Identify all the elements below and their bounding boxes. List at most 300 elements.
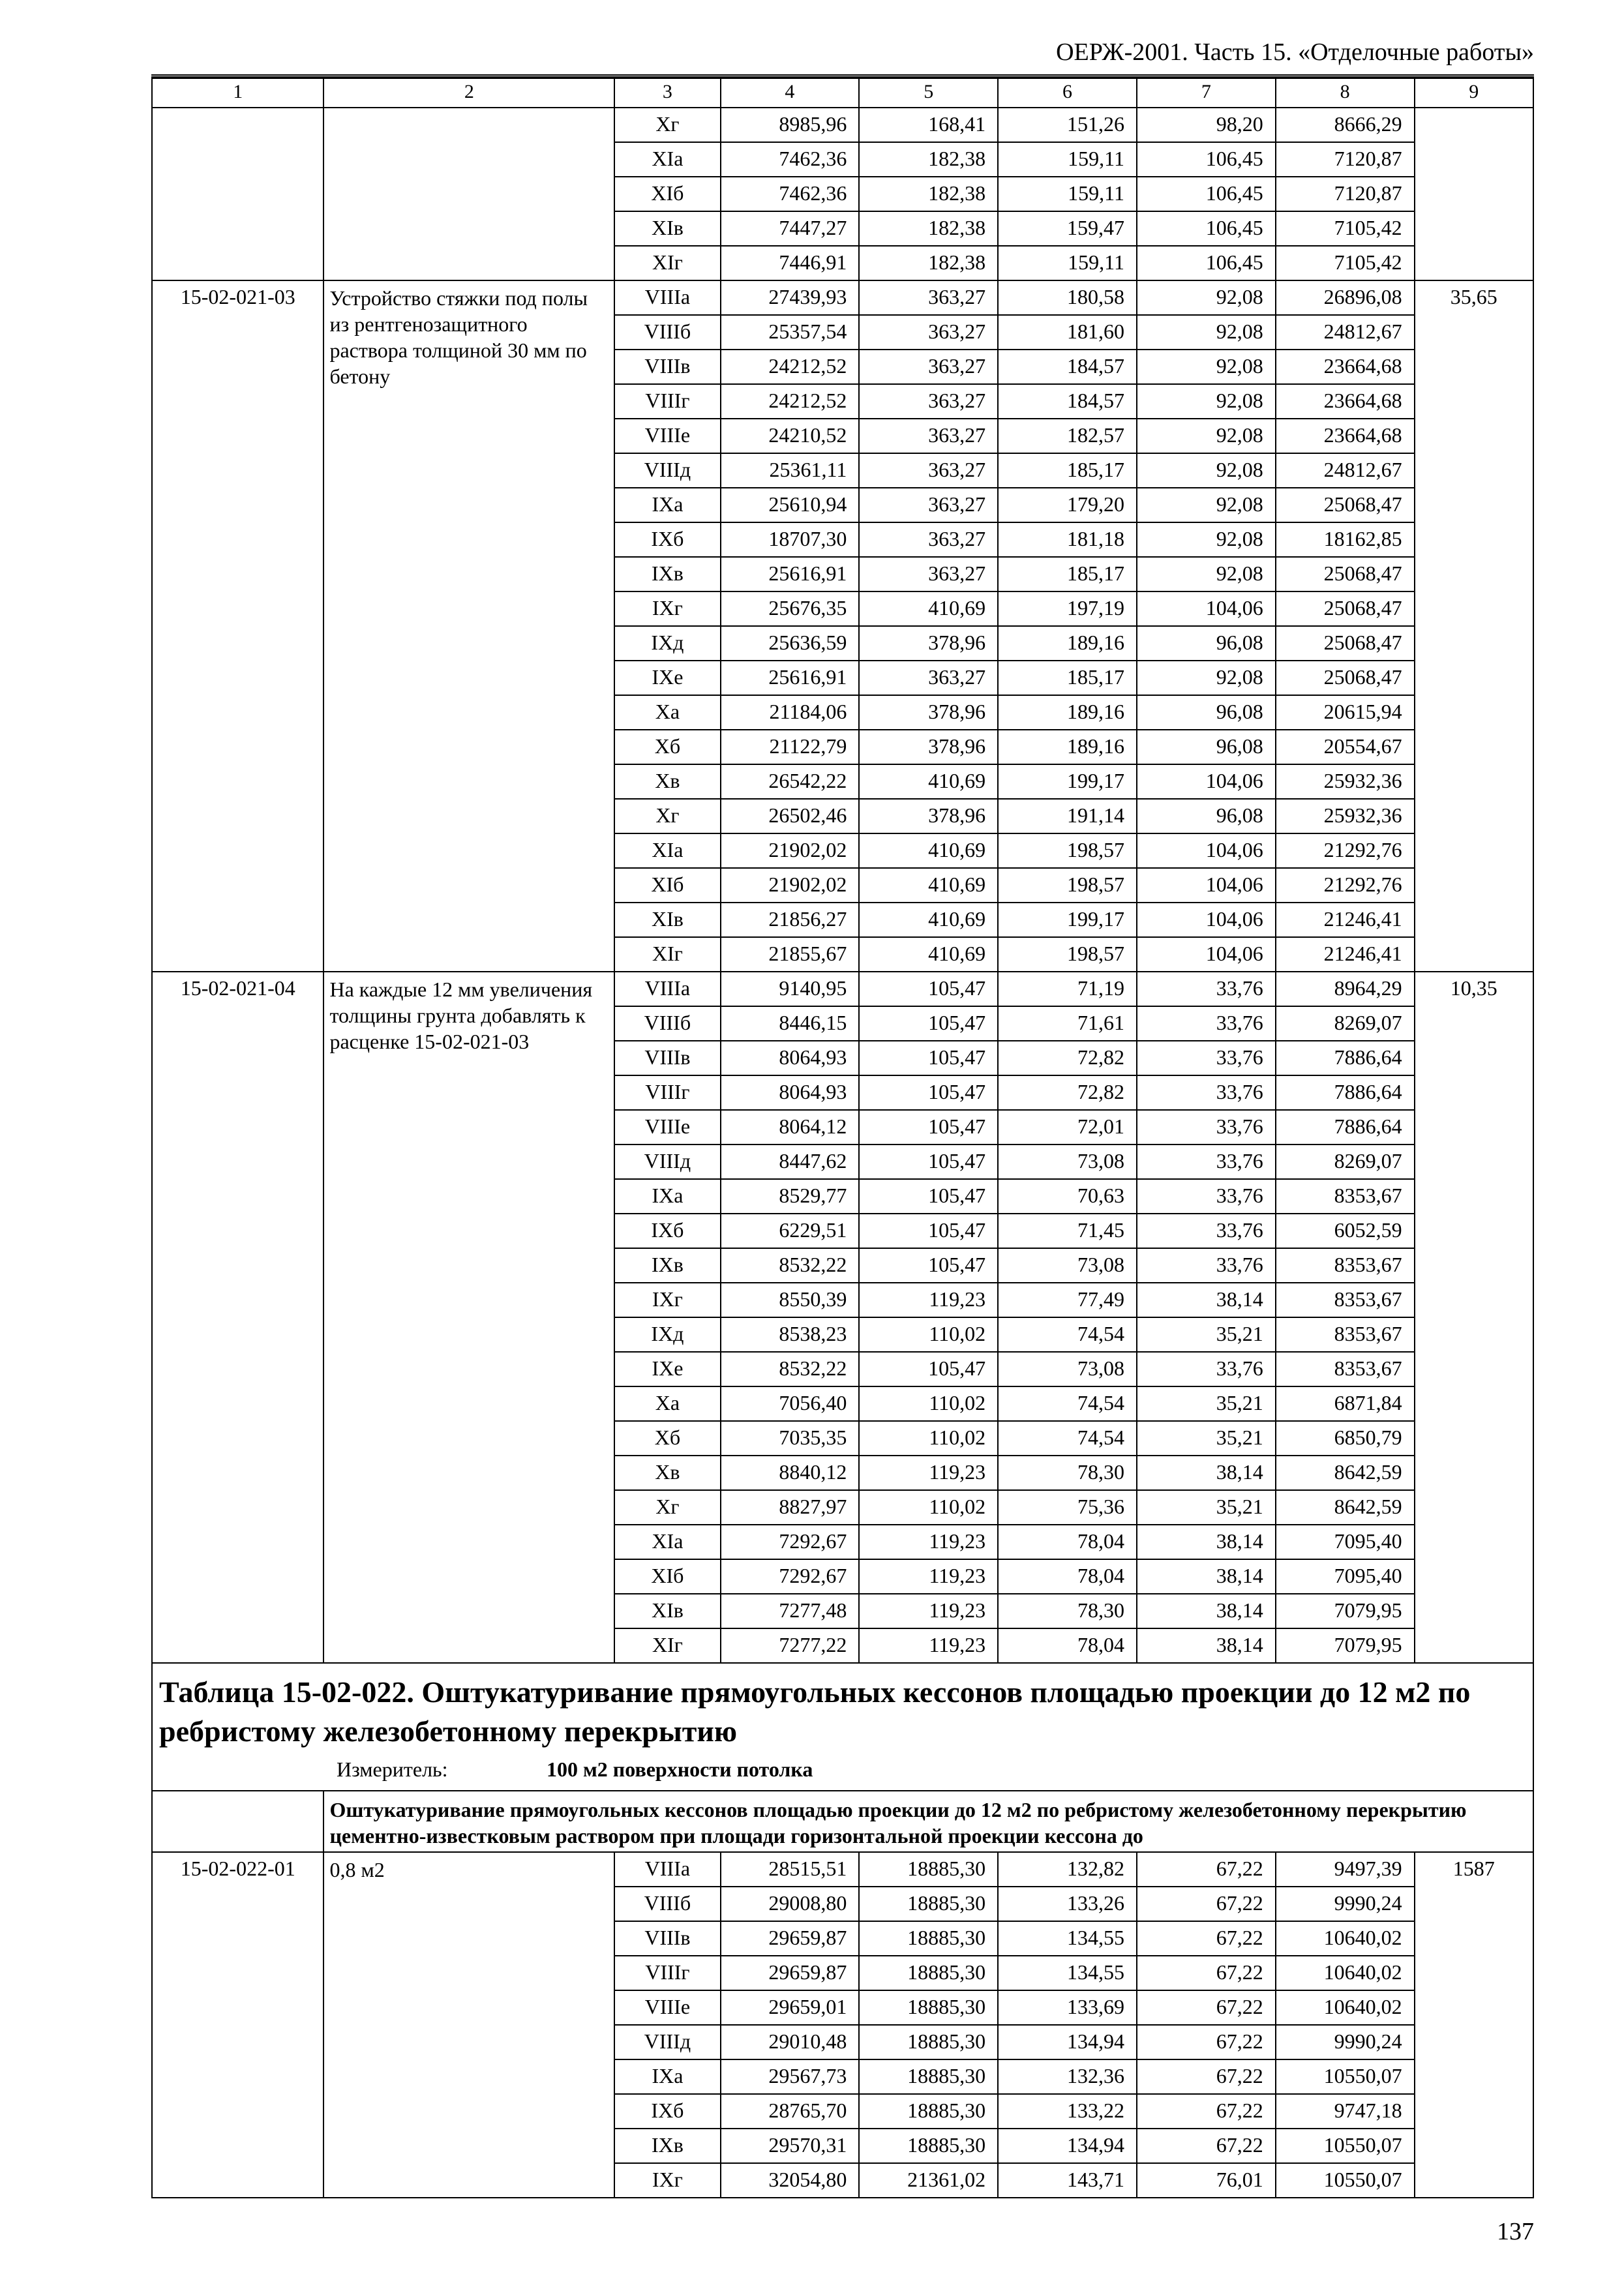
machine-cost-cell: 184,57 bbox=[998, 350, 1137, 384]
operator-wage-cell: 92,08 bbox=[1137, 419, 1276, 453]
operator-wage-cell: 67,22 bbox=[1137, 1852, 1276, 1887]
total-cost-cell: 25636,59 bbox=[721, 626, 860, 661]
zone-cell: VIIIб bbox=[614, 1006, 720, 1041]
total-cost-cell: 8446,15 bbox=[721, 1006, 860, 1041]
operator-wage-cell: 92,08 bbox=[1137, 522, 1276, 557]
machine-cost-cell: 189,16 bbox=[998, 730, 1137, 764]
machine-cost-cell: 72,01 bbox=[998, 1110, 1137, 1144]
zone-cell: VIIIд bbox=[614, 453, 720, 488]
operator-wage-cell: 33,76 bbox=[1137, 1352, 1276, 1386]
zone-cell: Xг bbox=[614, 1490, 720, 1525]
materials-cost-cell: 7105,42 bbox=[1276, 246, 1415, 280]
materials-cost-cell: 8642,59 bbox=[1276, 1490, 1415, 1525]
machine-cost-cell: 134,55 bbox=[998, 1921, 1137, 1956]
zone-cell: IXг bbox=[614, 591, 720, 626]
labor-cost-cell: 18885,30 bbox=[859, 1852, 998, 1887]
labor-cost-cell: 105,47 bbox=[859, 1248, 998, 1283]
labor-cost-cell: 378,96 bbox=[859, 730, 998, 764]
zone-cell: VIIIб bbox=[614, 1887, 720, 1921]
materials-cost-cell: 21292,76 bbox=[1276, 833, 1415, 868]
operator-wage-cell: 92,08 bbox=[1137, 384, 1276, 419]
total-cost-cell: 29659,01 bbox=[721, 1990, 860, 2025]
zone-cell: XIв bbox=[614, 903, 720, 937]
machine-cost-cell: 71,61 bbox=[998, 1006, 1137, 1041]
total-cost-cell: 26542,22 bbox=[721, 764, 860, 799]
labor-cost-cell: 18885,30 bbox=[859, 1921, 998, 1956]
labor-cost-cell: 410,69 bbox=[859, 591, 998, 626]
machine-cost-cell: 132,82 bbox=[998, 1852, 1137, 1887]
materials-cost-cell: 6850,79 bbox=[1276, 1421, 1415, 1456]
operator-wage-cell: 33,76 bbox=[1137, 1110, 1276, 1144]
operator-wage-cell: 104,06 bbox=[1137, 833, 1276, 868]
group-description: Оштукатуривание прямоугольных кессонов площадью проекции до 12 м2 по ребристому железобетонному перекрытию цементно-известковым раствором при площади горизонтальной проекции кессона до bbox=[323, 1791, 1533, 1852]
operator-wage-cell: 67,22 bbox=[1137, 1956, 1276, 1990]
col-header: 6 bbox=[998, 78, 1137, 108]
col-header: 7 bbox=[1137, 78, 1276, 108]
group-description-row bbox=[152, 1791, 1533, 1852]
machine-cost-cell: 189,16 bbox=[998, 626, 1137, 661]
materials-cost-cell: 7095,40 bbox=[1276, 1559, 1415, 1594]
labor-cost-cell: 110,02 bbox=[859, 1490, 998, 1525]
labor-cost-cell: 182,38 bbox=[859, 246, 998, 280]
machine-cost-cell: 78,04 bbox=[998, 1525, 1137, 1559]
total-cost-cell: 21902,02 bbox=[721, 868, 860, 903]
zone-cell: XIг bbox=[614, 1628, 720, 1663]
operator-wage-cell: 96,08 bbox=[1137, 730, 1276, 764]
labor-cost-cell: 18885,30 bbox=[859, 2025, 998, 2059]
materials-cost-cell: 10550,07 bbox=[1276, 2129, 1415, 2163]
materials-cost-cell: 10640,02 bbox=[1276, 1990, 1415, 2025]
col-header: 2 bbox=[323, 78, 614, 108]
zone-cell: IXа bbox=[614, 488, 720, 522]
total-cost-cell: 7277,22 bbox=[721, 1628, 860, 1663]
labor-cost-cell: 378,96 bbox=[859, 626, 998, 661]
total-cost-cell: 29567,73 bbox=[721, 2059, 860, 2094]
machine-cost-cell: 198,57 bbox=[998, 833, 1137, 868]
labor-cost-cell: 182,38 bbox=[859, 211, 998, 246]
total-cost-cell: 32054,80 bbox=[721, 2163, 860, 2198]
labor-cost-cell: 363,27 bbox=[859, 557, 998, 591]
zone-cell: VIIIд bbox=[614, 1144, 720, 1179]
zone-cell: Xв bbox=[614, 764, 720, 799]
operator-wage-cell: 92,08 bbox=[1137, 661, 1276, 695]
rate-code bbox=[152, 108, 323, 280]
materials-cost-cell: 20615,94 bbox=[1276, 695, 1415, 730]
operator-wage-cell: 67,22 bbox=[1137, 2059, 1276, 2094]
zone-cell: XIв bbox=[614, 1594, 720, 1628]
total-cost-cell: 8529,77 bbox=[721, 1179, 860, 1214]
total-cost-cell: 8550,39 bbox=[721, 1283, 860, 1317]
labor-cost-cell: 410,69 bbox=[859, 868, 998, 903]
operator-wage-cell: 67,22 bbox=[1137, 2025, 1276, 2059]
labor-cost-cell: 410,69 bbox=[859, 903, 998, 937]
total-cost-cell: 7446,91 bbox=[721, 246, 860, 280]
labor-cost-cell: 363,27 bbox=[859, 453, 998, 488]
table-title: Таблица 15-02-022. Оштукатуривание прямоугольных кессонов площадью проекции до 12 м2 по ребристому железобетонному перекрытию bbox=[159, 1675, 1471, 1748]
rate-code: 15-02-021-04 bbox=[152, 972, 323, 1663]
labor-cost-cell: 182,38 bbox=[859, 142, 998, 177]
meter-value: 100 м2 поверхности потолка bbox=[547, 1758, 813, 1781]
operator-wage-cell: 33,76 bbox=[1137, 1179, 1276, 1214]
labor-cost-cell: 410,69 bbox=[859, 937, 998, 972]
labor-cost-cell: 105,47 bbox=[859, 1214, 998, 1248]
operator-wage-cell: 96,08 bbox=[1137, 799, 1276, 833]
materials-cost-cell: 25932,36 bbox=[1276, 764, 1415, 799]
machine-cost-cell: 181,18 bbox=[998, 522, 1137, 557]
zone-cell: VIIIв bbox=[614, 1921, 720, 1956]
machine-cost-cell: 143,71 bbox=[998, 2163, 1137, 2198]
machine-cost-cell: 133,22 bbox=[998, 2094, 1137, 2129]
operator-wage-cell: 67,22 bbox=[1137, 1990, 1276, 2025]
total-cost-cell: 26502,46 bbox=[721, 799, 860, 833]
materials-cost-cell: 8964,29 bbox=[1276, 972, 1415, 1006]
operator-wage-cell: 104,06 bbox=[1137, 868, 1276, 903]
materials-cost-cell: 7886,64 bbox=[1276, 1041, 1415, 1075]
zone-cell: VIIIа bbox=[614, 280, 720, 315]
machine-cost-cell: 191,14 bbox=[998, 799, 1137, 833]
machine-cost-cell: 74,54 bbox=[998, 1317, 1137, 1352]
machine-cost-cell: 132,36 bbox=[998, 2059, 1137, 2094]
labor-cost-cell: 105,47 bbox=[859, 1006, 998, 1041]
operator-wage-cell: 33,76 bbox=[1137, 1006, 1276, 1041]
machine-cost-cell: 71,19 bbox=[998, 972, 1137, 1006]
labor-cost-cell: 119,23 bbox=[859, 1559, 998, 1594]
total-cost-cell: 29659,87 bbox=[721, 1921, 860, 1956]
zone-cell: VIIIг bbox=[614, 1956, 720, 1990]
table-row bbox=[152, 108, 1533, 142]
materials-cost-cell: 10640,02 bbox=[1276, 1956, 1415, 1990]
total-cost-cell: 29570,31 bbox=[721, 2129, 860, 2163]
total-cost-cell: 8985,96 bbox=[721, 108, 860, 142]
total-cost-cell: 24212,52 bbox=[721, 384, 860, 419]
zone-cell: Xа bbox=[614, 695, 720, 730]
zone-cell: VIIIд bbox=[614, 2025, 720, 2059]
zone-cell: IXг bbox=[614, 1283, 720, 1317]
operator-wage-cell: 67,22 bbox=[1137, 1921, 1276, 1956]
total-cost-cell: 7462,36 bbox=[721, 177, 860, 211]
rates-table bbox=[151, 78, 1534, 2198]
zone-cell: XIб bbox=[614, 868, 720, 903]
labor-cost-cell: 110,02 bbox=[859, 1317, 998, 1352]
operator-wage-cell: 106,45 bbox=[1137, 177, 1276, 211]
machine-cost-cell: 189,16 bbox=[998, 695, 1137, 730]
materials-cost-cell: 26896,08 bbox=[1276, 280, 1415, 315]
machine-cost-cell: 185,17 bbox=[998, 453, 1137, 488]
header-title: ОЕРЖ-2001. Часть 15. «Отделочные работы» bbox=[1056, 38, 1534, 66]
materials-cost-cell: 6871,84 bbox=[1276, 1386, 1415, 1421]
operator-wage-cell: 92,08 bbox=[1137, 350, 1276, 384]
labor-cost-cell: 378,96 bbox=[859, 799, 998, 833]
zone-cell: VIIIг bbox=[614, 1075, 720, 1110]
machine-cost-cell: 182,57 bbox=[998, 419, 1137, 453]
zone-cell: XIв bbox=[614, 211, 720, 246]
total-cost-cell: 18707,30 bbox=[721, 522, 860, 557]
zone-cell: XIг bbox=[614, 246, 720, 280]
machine-cost-cell: 199,17 bbox=[998, 764, 1137, 799]
zone-cell: IXв bbox=[614, 1248, 720, 1283]
operator-wage-cell: 92,08 bbox=[1137, 557, 1276, 591]
total-cost-cell: 8532,22 bbox=[721, 1352, 860, 1386]
labor-cost-cell: 119,23 bbox=[859, 1456, 998, 1490]
machine-cost-cell: 185,17 bbox=[998, 661, 1137, 695]
total-cost-cell: 27439,93 bbox=[721, 280, 860, 315]
operator-wage-cell: 38,14 bbox=[1137, 1525, 1276, 1559]
labor-cost-cell: 110,02 bbox=[859, 1386, 998, 1421]
total-cost-cell: 29010,48 bbox=[721, 2025, 860, 2059]
total-cost-cell: 8840,12 bbox=[721, 1456, 860, 1490]
labor-cost-cell: 21361,02 bbox=[859, 2163, 998, 2198]
total-cost-cell: 7292,67 bbox=[721, 1559, 860, 1594]
materials-cost-cell: 25068,47 bbox=[1276, 661, 1415, 695]
total-cost-cell: 7277,48 bbox=[721, 1594, 860, 1628]
total-cost-cell: 21122,79 bbox=[721, 730, 860, 764]
zone-cell: IXд bbox=[614, 1317, 720, 1352]
machine-cost-cell: 72,82 bbox=[998, 1075, 1137, 1110]
col-header: 9 bbox=[1415, 78, 1533, 108]
operator-wage-cell: 38,14 bbox=[1137, 1283, 1276, 1317]
labor-cost-cell: 18885,30 bbox=[859, 2129, 998, 2163]
page-number: 137 bbox=[1497, 2218, 1534, 2245]
labor-cost-cell: 363,27 bbox=[859, 384, 998, 419]
work-description: Устройство стяжки под полы из рентгенозащитного раствора толщиной 30 мм по бетону bbox=[323, 280, 614, 972]
labor-cost-cell: 363,27 bbox=[859, 350, 998, 384]
total-cost-cell: 21902,02 bbox=[721, 833, 860, 868]
zone-cell: VIIIа bbox=[614, 1852, 720, 1887]
operator-wage-cell: 92,08 bbox=[1137, 315, 1276, 350]
labor-cost-cell: 363,27 bbox=[859, 661, 998, 695]
machine-cost-cell: 74,54 bbox=[998, 1386, 1137, 1421]
labor-hours-cell: 35,65 bbox=[1415, 280, 1533, 972]
total-cost-cell: 25676,35 bbox=[721, 591, 860, 626]
total-cost-cell: 8538,23 bbox=[721, 1317, 860, 1352]
labor-cost-cell: 18885,30 bbox=[859, 1990, 998, 2025]
zone-cell: VIIIв bbox=[614, 350, 720, 384]
total-cost-cell: 8827,97 bbox=[721, 1490, 860, 1525]
materials-cost-cell: 7105,42 bbox=[1276, 211, 1415, 246]
operator-wage-cell: 96,08 bbox=[1137, 626, 1276, 661]
operator-wage-cell: 106,45 bbox=[1137, 246, 1276, 280]
meter-label: Измеритель: bbox=[337, 1758, 448, 1781]
machine-cost-cell: 73,08 bbox=[998, 1144, 1137, 1179]
materials-cost-cell: 23664,68 bbox=[1276, 419, 1415, 453]
operator-wage-cell: 96,08 bbox=[1137, 695, 1276, 730]
total-cost-cell: 7447,27 bbox=[721, 211, 860, 246]
operator-wage-cell: 106,45 bbox=[1137, 211, 1276, 246]
labor-cost-cell: 378,96 bbox=[859, 695, 998, 730]
page-header bbox=[151, 38, 1534, 78]
materials-cost-cell: 7079,95 bbox=[1276, 1594, 1415, 1628]
operator-wage-cell: 38,14 bbox=[1137, 1628, 1276, 1663]
machine-cost-cell: 159,11 bbox=[998, 142, 1137, 177]
zone-cell: Xа bbox=[614, 1386, 720, 1421]
machine-cost-cell: 133,26 bbox=[998, 1887, 1137, 1921]
materials-cost-cell: 7886,64 bbox=[1276, 1075, 1415, 1110]
materials-cost-cell: 6052,59 bbox=[1276, 1214, 1415, 1248]
labor-cost-cell: 105,47 bbox=[859, 972, 998, 1006]
table-row bbox=[152, 972, 1533, 1006]
materials-cost-cell: 8642,59 bbox=[1276, 1456, 1415, 1490]
labor-cost-cell: 363,27 bbox=[859, 522, 998, 557]
machine-cost-cell: 159,11 bbox=[998, 177, 1137, 211]
machine-cost-cell: 180,58 bbox=[998, 280, 1137, 315]
machine-cost-cell: 73,08 bbox=[998, 1248, 1137, 1283]
operator-wage-cell: 98,20 bbox=[1137, 108, 1276, 142]
materials-cost-cell: 8353,67 bbox=[1276, 1283, 1415, 1317]
zone-cell: IXб bbox=[614, 2094, 720, 2129]
materials-cost-cell: 7120,87 bbox=[1276, 177, 1415, 211]
materials-cost-cell: 10550,07 bbox=[1276, 2059, 1415, 2094]
materials-cost-cell: 20554,67 bbox=[1276, 730, 1415, 764]
total-cost-cell: 29659,87 bbox=[721, 1956, 860, 1990]
labor-cost-cell: 410,69 bbox=[859, 764, 998, 799]
labor-cost-cell: 363,27 bbox=[859, 419, 998, 453]
materials-cost-cell: 23664,68 bbox=[1276, 350, 1415, 384]
labor-cost-cell: 18885,30 bbox=[859, 2059, 998, 2094]
machine-cost-cell: 73,08 bbox=[998, 1352, 1137, 1386]
materials-cost-cell: 8353,67 bbox=[1276, 1317, 1415, 1352]
operator-wage-cell: 33,76 bbox=[1137, 1214, 1276, 1248]
col-header: 3 bbox=[614, 78, 720, 108]
total-cost-cell: 24212,52 bbox=[721, 350, 860, 384]
total-cost-cell: 8064,12 bbox=[721, 1110, 860, 1144]
materials-cost-cell: 8269,07 bbox=[1276, 1006, 1415, 1041]
machine-cost-cell: 78,04 bbox=[998, 1628, 1137, 1663]
operator-wage-cell: 106,45 bbox=[1137, 142, 1276, 177]
materials-cost-cell: 8353,67 bbox=[1276, 1352, 1415, 1386]
materials-cost-cell: 9747,18 bbox=[1276, 2094, 1415, 2129]
machine-cost-cell: 185,17 bbox=[998, 557, 1137, 591]
materials-cost-cell: 25068,47 bbox=[1276, 626, 1415, 661]
machine-cost-cell: 159,11 bbox=[998, 246, 1137, 280]
materials-cost-cell: 7095,40 bbox=[1276, 1525, 1415, 1559]
labor-cost-cell: 110,02 bbox=[859, 1421, 998, 1456]
zone-cell: Xг bbox=[614, 799, 720, 833]
work-description: 0,8 м2 bbox=[323, 1852, 614, 2198]
operator-wage-cell: 92,08 bbox=[1137, 280, 1276, 315]
labor-hours-cell bbox=[1415, 108, 1533, 280]
zone-cell: VIIIб bbox=[614, 315, 720, 350]
operator-wage-cell: 67,22 bbox=[1137, 2094, 1276, 2129]
labor-cost-cell: 410,69 bbox=[859, 833, 998, 868]
total-cost-cell: 9140,95 bbox=[721, 972, 860, 1006]
machine-cost-cell: 134,94 bbox=[998, 2025, 1137, 2059]
materials-cost-cell: 7886,64 bbox=[1276, 1110, 1415, 1144]
zone-cell: Xб bbox=[614, 1421, 720, 1456]
operator-wage-cell: 33,76 bbox=[1137, 1075, 1276, 1110]
machine-cost-cell: 134,94 bbox=[998, 2129, 1137, 2163]
rate-code: 15-02-022-01 bbox=[152, 1852, 323, 2198]
machine-cost-cell: 159,47 bbox=[998, 211, 1137, 246]
materials-cost-cell: 8353,67 bbox=[1276, 1179, 1415, 1214]
zone-cell: IXа bbox=[614, 2059, 720, 2094]
column-number-row bbox=[152, 78, 1533, 108]
labor-cost-cell: 363,27 bbox=[859, 280, 998, 315]
zone-cell: IXв bbox=[614, 2129, 720, 2163]
materials-cost-cell: 9990,24 bbox=[1276, 2025, 1415, 2059]
zone-cell: IXе bbox=[614, 661, 720, 695]
total-cost-cell: 29008,80 bbox=[721, 1887, 860, 1921]
machine-cost-cell: 70,63 bbox=[998, 1179, 1137, 1214]
materials-cost-cell: 25068,47 bbox=[1276, 488, 1415, 522]
labor-cost-cell: 18885,30 bbox=[859, 1956, 998, 1990]
total-cost-cell: 25616,91 bbox=[721, 661, 860, 695]
labor-cost-cell: 119,23 bbox=[859, 1525, 998, 1559]
table-row bbox=[152, 280, 1533, 315]
operator-wage-cell: 104,06 bbox=[1137, 903, 1276, 937]
machine-cost-cell: 77,49 bbox=[998, 1283, 1137, 1317]
table-title-row bbox=[152, 1663, 1533, 1791]
total-cost-cell: 6229,51 bbox=[721, 1214, 860, 1248]
materials-cost-cell: 8666,29 bbox=[1276, 108, 1415, 142]
materials-cost-cell: 24812,67 bbox=[1276, 453, 1415, 488]
machine-cost-cell: 151,26 bbox=[998, 108, 1137, 142]
materials-cost-cell: 8269,07 bbox=[1276, 1144, 1415, 1179]
total-cost-cell: 24210,52 bbox=[721, 419, 860, 453]
labor-cost-cell: 18885,30 bbox=[859, 1887, 998, 1921]
rate-code: 15-02-021-03 bbox=[152, 280, 323, 972]
total-cost-cell: 25610,94 bbox=[721, 488, 860, 522]
machine-cost-cell: 71,45 bbox=[998, 1214, 1137, 1248]
operator-wage-cell: 67,22 bbox=[1137, 1887, 1276, 1921]
machine-cost-cell: 74,54 bbox=[998, 1421, 1137, 1456]
operator-wage-cell: 38,14 bbox=[1137, 1594, 1276, 1628]
zone-cell: XIг bbox=[614, 937, 720, 972]
zone-cell: VIIIе bbox=[614, 1110, 720, 1144]
machine-cost-cell: 184,57 bbox=[998, 384, 1137, 419]
zone-cell: VIIIа bbox=[614, 972, 720, 1006]
col-header: 8 bbox=[1276, 78, 1415, 108]
zone-cell: Xг bbox=[614, 108, 720, 142]
labor-cost-cell: 18885,30 bbox=[859, 2094, 998, 2129]
zone-cell: IXе bbox=[614, 1352, 720, 1386]
operator-wage-cell: 35,21 bbox=[1137, 1317, 1276, 1352]
zone-cell: IXб bbox=[614, 522, 720, 557]
labor-cost-cell: 119,23 bbox=[859, 1283, 998, 1317]
labor-cost-cell: 168,41 bbox=[859, 108, 998, 142]
operator-wage-cell: 35,21 bbox=[1137, 1386, 1276, 1421]
labor-cost-cell: 105,47 bbox=[859, 1110, 998, 1144]
total-cost-cell: 7035,35 bbox=[721, 1421, 860, 1456]
operator-wage-cell: 35,21 bbox=[1137, 1421, 1276, 1456]
total-cost-cell: 7292,67 bbox=[721, 1525, 860, 1559]
materials-cost-cell: 8353,67 bbox=[1276, 1248, 1415, 1283]
meter-line bbox=[159, 1756, 1526, 1782]
total-cost-cell: 8447,62 bbox=[721, 1144, 860, 1179]
operator-wage-cell: 38,14 bbox=[1137, 1559, 1276, 1594]
total-cost-cell: 21856,27 bbox=[721, 903, 860, 937]
operator-wage-cell: 104,06 bbox=[1137, 937, 1276, 972]
total-cost-cell: 25616,91 bbox=[721, 557, 860, 591]
labor-hours-cell: 10,35 bbox=[1415, 972, 1533, 1663]
total-cost-cell: 8064,93 bbox=[721, 1075, 860, 1110]
machine-cost-cell: 197,19 bbox=[998, 591, 1137, 626]
zone-cell: IXг bbox=[614, 2163, 720, 2198]
total-cost-cell: 7462,36 bbox=[721, 142, 860, 177]
machine-cost-cell: 198,57 bbox=[998, 868, 1137, 903]
materials-cost-cell: 10640,02 bbox=[1276, 1921, 1415, 1956]
operator-wage-cell: 33,76 bbox=[1137, 1248, 1276, 1283]
total-cost-cell: 28515,51 bbox=[721, 1852, 860, 1887]
machine-cost-cell: 181,60 bbox=[998, 315, 1137, 350]
zone-cell: XIа bbox=[614, 142, 720, 177]
operator-wage-cell: 92,08 bbox=[1137, 488, 1276, 522]
total-cost-cell: 28765,70 bbox=[721, 2094, 860, 2129]
labor-cost-cell: 182,38 bbox=[859, 177, 998, 211]
materials-cost-cell: 25932,36 bbox=[1276, 799, 1415, 833]
labor-cost-cell: 105,47 bbox=[859, 1179, 998, 1214]
operator-wage-cell: 35,21 bbox=[1137, 1490, 1276, 1525]
materials-cost-cell: 23664,68 bbox=[1276, 384, 1415, 419]
